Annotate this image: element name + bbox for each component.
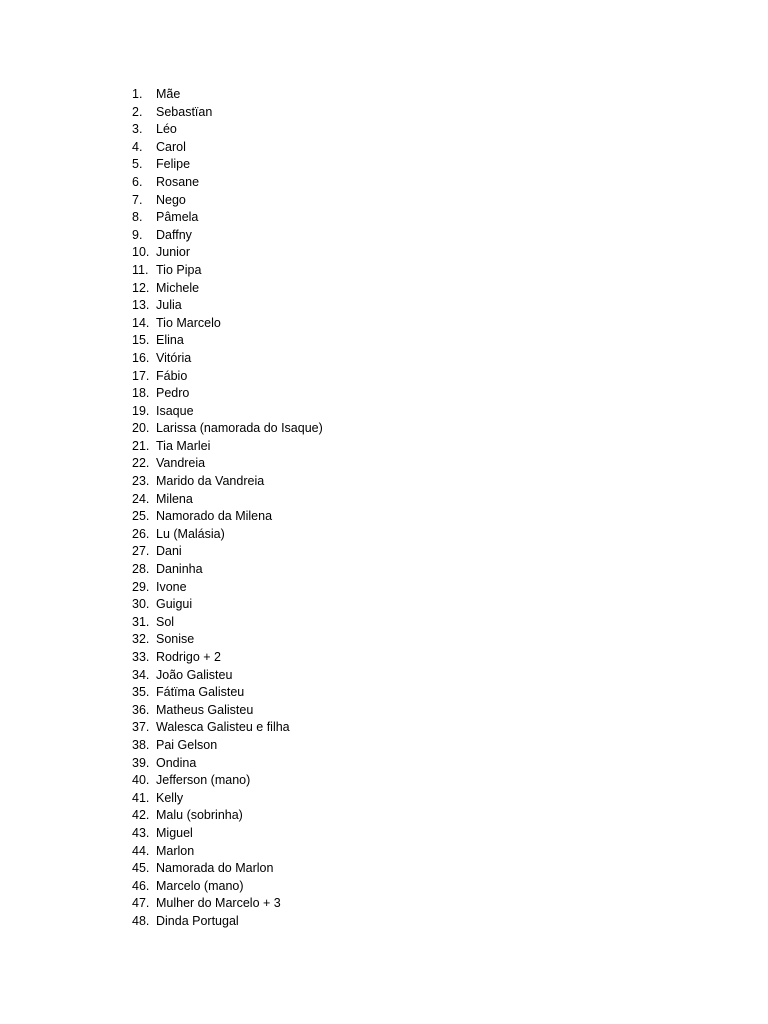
list-item-number: 19. xyxy=(132,403,150,418)
list-item xyxy=(132,438,323,456)
list-item xyxy=(132,368,323,386)
list-item-name: Marcelo (mano) xyxy=(156,878,244,893)
list-item-name: Rodrigo + 2 xyxy=(156,650,221,664)
list-item xyxy=(132,420,323,438)
list-item xyxy=(132,174,323,192)
list-item-number: 26. xyxy=(132,526,150,541)
list-item xyxy=(132,350,323,368)
list-item-name: Elina xyxy=(156,333,184,348)
list-item-name: João Galisteu xyxy=(156,667,233,682)
list-item xyxy=(132,209,323,227)
list-item-number: 43. xyxy=(132,825,150,840)
list-item xyxy=(132,455,323,473)
list-item-name: Matheus Galisteu xyxy=(156,702,254,717)
list-item-name: Ondina xyxy=(156,755,197,770)
list-item-name: Michele xyxy=(156,280,200,295)
list-item-number: 28. xyxy=(132,562,150,577)
list-item-name: Julia xyxy=(156,298,182,313)
list-item xyxy=(132,332,323,350)
list-item-number: 8. xyxy=(132,210,143,225)
list-item-number: 29. xyxy=(132,579,150,594)
list-item xyxy=(132,913,323,931)
list-item-number: 46. xyxy=(132,878,150,893)
list-item xyxy=(132,491,323,509)
list-item-name: Sonise xyxy=(156,632,195,647)
list-item-number: 39. xyxy=(132,755,150,770)
list-item-name: Namorada do Marlon xyxy=(156,861,274,876)
list-item-number: 42. xyxy=(132,808,150,823)
list-item xyxy=(132,895,323,913)
list-item-name: Junior xyxy=(156,245,191,260)
list-item xyxy=(132,315,323,333)
list-item-name: Milena xyxy=(156,491,193,506)
list-item-number: 18. xyxy=(132,386,150,401)
list-item xyxy=(132,297,323,315)
list-item-number: 24. xyxy=(132,491,150,506)
list-item-name: Sebastïan xyxy=(156,104,213,119)
list-item-name: Rosane xyxy=(156,174,200,189)
list-item-name: Pedro xyxy=(156,386,190,401)
list-item-number: 6. xyxy=(132,174,143,189)
list-item-number: 2. xyxy=(132,104,143,119)
list-item xyxy=(132,508,323,526)
list-item-name: Miguel xyxy=(156,825,193,840)
list-item xyxy=(132,579,323,597)
list-item-number: 16. xyxy=(132,350,150,365)
list-item-name: Daffny xyxy=(156,227,192,242)
list-item-number: 38. xyxy=(132,737,150,752)
list-item-name: Walesca Galisteu e filha xyxy=(156,720,290,735)
list-item-number: 41. xyxy=(132,790,150,805)
list-item-number: 23. xyxy=(132,474,150,489)
list-item xyxy=(132,139,323,157)
list-item-name: Tia Marlei xyxy=(156,438,211,453)
list-item-name: Nego xyxy=(156,192,186,207)
list-item-name: Marido da Vandreia xyxy=(156,474,265,489)
list-item xyxy=(132,684,323,702)
list-item-number: 35. xyxy=(132,685,150,700)
list-item-name: Ivone xyxy=(156,579,187,594)
list-item xyxy=(132,473,323,491)
list-item xyxy=(132,737,323,755)
list-item-number: 30. xyxy=(132,597,150,612)
list-item xyxy=(132,860,323,878)
list-item-name: Dinda Portugal xyxy=(156,913,239,928)
list-item-number: 1. xyxy=(132,87,143,101)
list-item xyxy=(132,280,323,298)
list-item xyxy=(132,649,323,667)
list-item-number: 12. xyxy=(132,280,150,295)
list-item-number: 25. xyxy=(132,509,150,524)
list-item-name: Vandreia xyxy=(156,456,206,471)
list-item-name: Tio Marcelo xyxy=(156,315,221,330)
list-item xyxy=(132,244,323,262)
list-item xyxy=(132,86,323,104)
list-item-name: Tio Pipa xyxy=(156,262,202,277)
list-item-number: 40. xyxy=(132,773,150,788)
list-item-number: 22. xyxy=(132,456,150,471)
list-item-number: 47. xyxy=(132,896,150,911)
list-item-number: 44. xyxy=(132,843,150,858)
list-item-name: Kelly xyxy=(156,790,184,805)
list-item xyxy=(132,543,323,561)
list-item xyxy=(132,121,323,139)
list-item-name: Marlon xyxy=(156,843,195,858)
list-item-number: 31. xyxy=(132,614,150,629)
list-item-name: Mulher do Marcelo + 3 xyxy=(156,896,281,911)
list-item-name: Fátïma Galisteu xyxy=(156,685,245,700)
list-item xyxy=(132,843,323,861)
list-item xyxy=(132,192,323,210)
list-item-number: 4. xyxy=(132,139,143,154)
list-item xyxy=(132,878,323,896)
list-item-name: Isaque xyxy=(156,403,194,418)
list-item xyxy=(132,403,323,421)
list-item-name: Pâmela xyxy=(156,210,199,225)
list-item-number: 37. xyxy=(132,720,150,735)
list-item xyxy=(132,227,323,245)
list-item-number: 27. xyxy=(132,544,150,559)
list-item-name: Malu (sobrinha) xyxy=(156,808,243,823)
list-item-number: 45. xyxy=(132,861,150,876)
list-item-name: Pai Gelson xyxy=(156,737,218,752)
list-item-name: Léo xyxy=(156,122,177,137)
list-item-number: 17. xyxy=(132,368,150,383)
list-item xyxy=(132,104,323,122)
list-item xyxy=(132,719,323,737)
list-item-name: Namorado da Milena xyxy=(156,509,273,524)
list-item-number: 3. xyxy=(132,122,143,137)
list-item xyxy=(132,667,323,685)
list-item-number: 32. xyxy=(132,632,150,647)
list-item xyxy=(132,156,323,174)
list-item-number: 13. xyxy=(132,298,150,313)
list-item xyxy=(132,790,323,808)
list-item-name: Daninha xyxy=(156,562,203,577)
list-item xyxy=(132,772,323,790)
list-item-number: 33. xyxy=(132,650,150,664)
list-item-name: Sol xyxy=(156,614,175,629)
list-item xyxy=(132,825,323,843)
list-item-number: 48. xyxy=(132,913,150,928)
list-item xyxy=(132,755,323,773)
list-item xyxy=(132,631,323,649)
list-item xyxy=(132,526,323,544)
list-item-number: 34. xyxy=(132,667,150,682)
list-item-number: 36. xyxy=(132,702,150,717)
list-item xyxy=(132,262,323,280)
list-item-name: Jefferson (mano) xyxy=(156,773,251,788)
list-item-name: Fábio xyxy=(156,368,188,383)
list-item-name: Larissa (namorada do Isaque) xyxy=(156,421,323,436)
guest-list xyxy=(132,86,323,931)
list-item-number: 11. xyxy=(132,262,149,277)
list-item xyxy=(132,702,323,720)
list-item-name: Felipe xyxy=(156,157,191,172)
list-item-name: Dani xyxy=(156,544,182,559)
list-item-number: 10. xyxy=(132,245,150,260)
list-item-number: 20. xyxy=(132,421,150,436)
list-item-name: Guigui xyxy=(156,597,193,612)
list-item-name: Lu (Malásia) xyxy=(156,526,225,541)
list-item-number: 15. xyxy=(132,333,150,348)
list-item-name: Mãe xyxy=(156,87,181,101)
list-item-number: 14. xyxy=(132,315,150,330)
list-item xyxy=(132,596,323,614)
list-item-number: 21. xyxy=(132,438,150,453)
list-item xyxy=(132,385,323,403)
list-item xyxy=(132,614,323,632)
list-item-name: Carol xyxy=(156,139,186,154)
list-item-number: 7. xyxy=(132,192,143,207)
list-item-name: Vitória xyxy=(156,350,192,365)
list-item xyxy=(132,561,323,579)
list-item-number: 5. xyxy=(132,157,143,172)
list-item xyxy=(132,807,323,825)
list-item-number: 9. xyxy=(132,227,143,242)
